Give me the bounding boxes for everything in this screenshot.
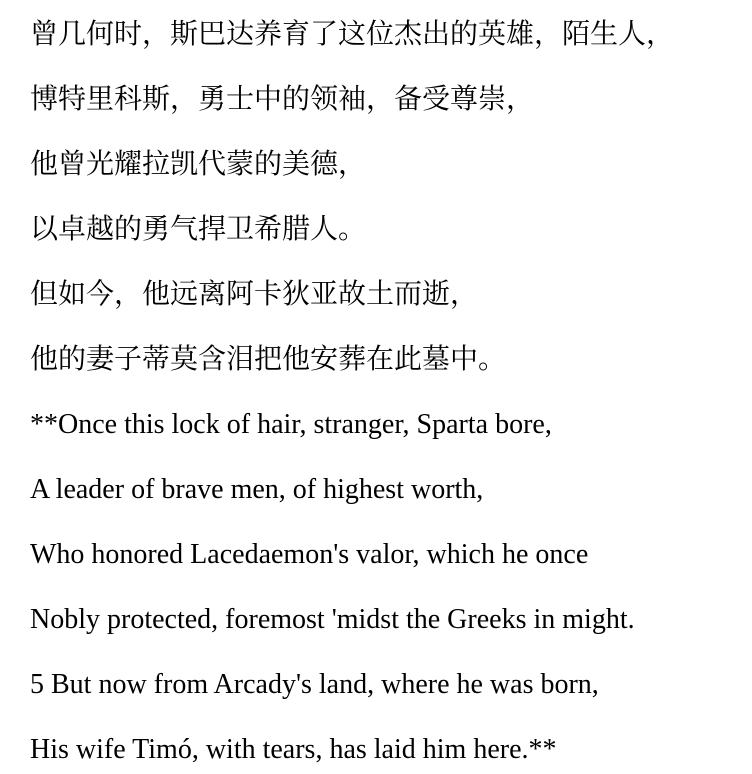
poem-line-chinese-6: 他的妻子蒂莫含泪把他安葬在此墓中。 bbox=[30, 344, 507, 375]
poem-line-english-6: His wife Timó, with tears, has laid him here.** bbox=[30, 734, 557, 765]
poem-line-chinese-5: 但如今，他远离阿卡狄亚故土而逝， bbox=[30, 279, 479, 310]
poem-line-english-2: A leader of brave men, of highest worth, bbox=[30, 474, 484, 505]
poem-line-chinese-2: 博特里科斯，勇士中的领袖，备受尊崇， bbox=[30, 84, 535, 115]
poem-line-chinese-3: 他曾光耀拉凯代蒙的美德， bbox=[30, 149, 367, 180]
poem-line-english-1: **Once this lock of hair, stranger, Sparta bore, bbox=[30, 409, 552, 440]
poem-line-english-4: Nobly protected, foremost 'midst the Greeks in might. bbox=[30, 604, 635, 635]
poem-line-chinese-1: 曾几何时，斯巴达养育了这位杰出的英雄，陌生人， bbox=[30, 19, 675, 50]
poem-line-chinese-4: 以卓越的勇气捍卫希腊人。 bbox=[30, 214, 367, 245]
poem-line-english-5: 5 But now from Arcady's land, where he was born, bbox=[30, 669, 599, 700]
poem-line-english-3: Who honored Lacedaemon's valor, which he once bbox=[30, 539, 589, 570]
